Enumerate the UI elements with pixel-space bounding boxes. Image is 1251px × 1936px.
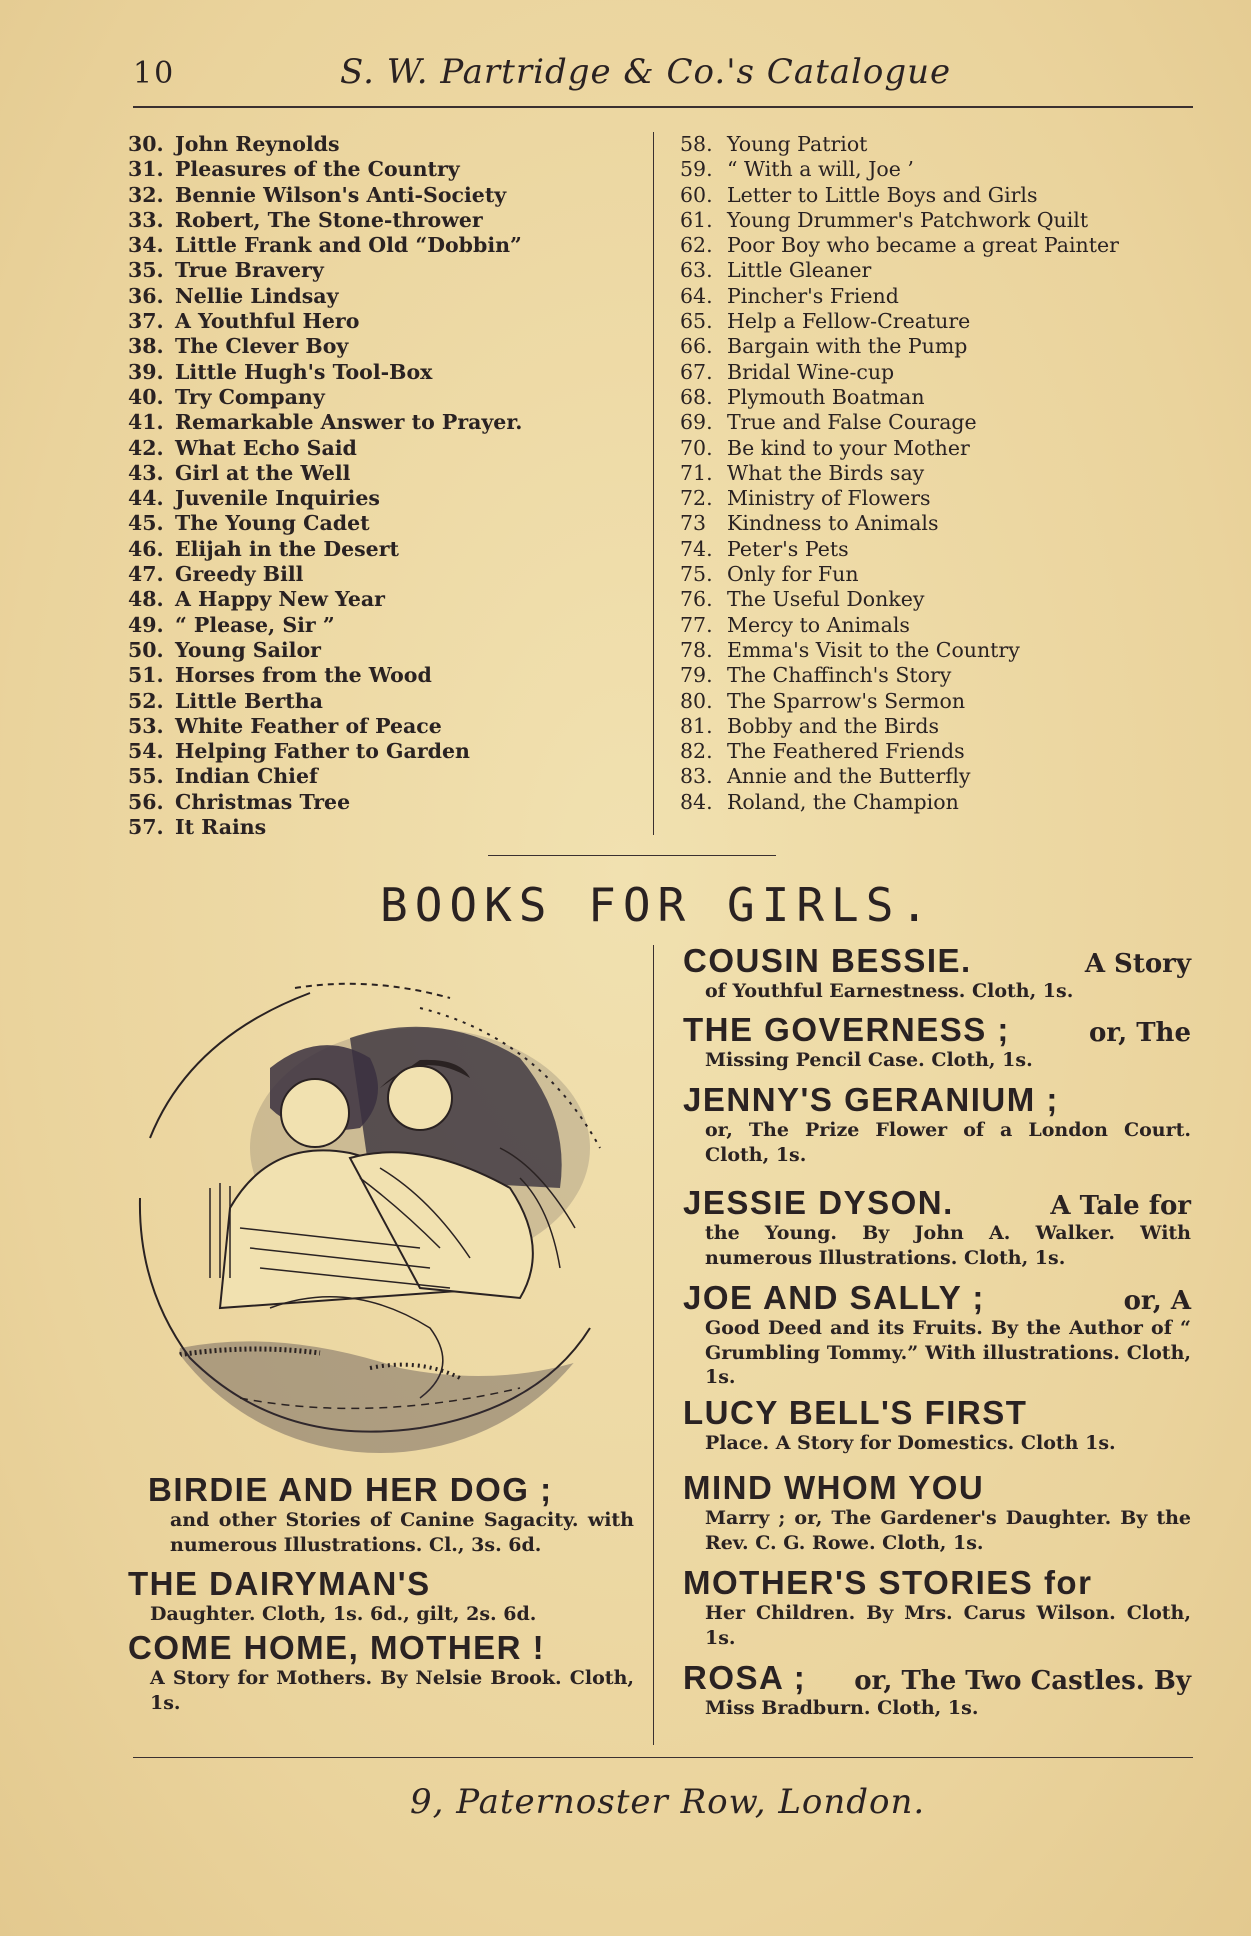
list-item-number: 68. — [680, 384, 713, 409]
book-title-continuation: or, A — [1123, 1286, 1191, 1316]
list-item-number: 55. — [128, 764, 164, 789]
list-item-title: Letter to Little Boys and Girls — [727, 182, 1038, 207]
list-item-number: 63. — [680, 258, 713, 283]
list-item-number: 77. — [680, 612, 713, 637]
list-item-title: Mercy to Animals — [727, 612, 910, 637]
list-item-title: Kindness to Animals — [727, 511, 939, 536]
list-item — [680, 764, 1119, 789]
book-entry — [683, 1660, 1191, 1721]
list-item-title: Bobby and the Birds — [727, 713, 939, 738]
list-item — [680, 613, 1119, 638]
list-item — [680, 208, 1119, 233]
list-item — [128, 436, 522, 461]
list-item — [680, 334, 1119, 359]
list-item-number: 70. — [680, 435, 713, 460]
list-item — [680, 360, 1119, 385]
list-item-title: Robert, The Stone-thrower — [175, 207, 483, 232]
list-item — [128, 511, 522, 536]
list-item — [128, 613, 522, 638]
list-item-number: 82. — [680, 739, 713, 764]
book-title: JENNY'S GERANIUM ; — [683, 1081, 1059, 1118]
book-description: and other Stories of Canine Sagacity. with numerous Illustrations. Cl., 3s. 6d. — [170, 1509, 634, 1556]
list-item-number: 60. — [680, 182, 713, 207]
list-item-title: Only for Fun — [727, 562, 859, 587]
list-item-number: 74. — [680, 536, 713, 561]
list-item-title: Elijah in the Desert — [175, 536, 399, 561]
list-item — [128, 562, 522, 587]
list-item-number: 40. — [128, 384, 164, 409]
list-item — [128, 790, 522, 815]
book-entry — [683, 1012, 1191, 1073]
list-item-title: Bargain with the Pump — [727, 334, 968, 359]
list-item-title: A Happy New Year — [175, 587, 385, 612]
book-title: MIND WHOM YOU — [683, 1469, 985, 1506]
list-item-title: The Sparrow's Sermon — [727, 688, 966, 713]
page-number: 10 — [133, 56, 176, 91]
list-item-number: 46. — [128, 536, 164, 561]
running-title: S. W. Partridge & Co.'s Catalogue — [340, 52, 952, 92]
list-item — [128, 233, 522, 258]
book-description: Good Deed and its Fruits. By the Author of “ Grumbling Tommy.” With illustrations. Cloth, 1s. — [705, 1317, 1191, 1388]
list-item-number: 81. — [680, 713, 713, 738]
list-item-number: 43. — [128, 460, 164, 485]
list-item-number: 53. — [128, 713, 164, 738]
list-item-number: 44. — [128, 486, 164, 511]
list-item — [680, 132, 1119, 157]
list-item — [680, 436, 1119, 461]
list-item-title: Pleasures of the Country — [175, 157, 460, 182]
list-item-title: Be kind to your Mother — [727, 435, 970, 460]
list-item-number: 48. — [128, 587, 164, 612]
list-item-title: True and False Courage — [727, 410, 977, 435]
book-title: COME HOME, MOTHER ! — [128, 1629, 546, 1666]
list-item-title: Nellie Lindsay — [175, 283, 339, 308]
list-item-title: Annie and the Butterfly — [727, 764, 971, 789]
book-entry — [683, 1082, 1191, 1167]
list-item — [680, 562, 1119, 587]
list-item — [128, 132, 522, 157]
book-entry — [683, 1565, 1191, 1650]
list-item-title: Young Sailor — [175, 637, 321, 662]
book-entry — [128, 1566, 634, 1627]
list-item — [680, 233, 1119, 258]
book-entry — [683, 1395, 1191, 1456]
list-item-number: 54. — [128, 739, 164, 764]
list-item-title: It Rains — [175, 815, 267, 840]
list-item — [128, 157, 522, 182]
list-item-number: 59. — [680, 157, 713, 182]
list-item — [680, 689, 1119, 714]
list-item-title: Roland, the Champion — [727, 789, 959, 814]
list-item-title: Greedy Bill — [175, 562, 304, 587]
list-item-title: Try Company — [175, 384, 325, 409]
list-item — [128, 587, 522, 612]
list-item-number: 84. — [680, 789, 713, 814]
book-title: THE GOVERNESS ; — [683, 1011, 1010, 1048]
list-item-title: Emma's Visit to the Country — [727, 637, 1020, 662]
book-title: COUSIN BESSIE. — [683, 942, 972, 979]
list-item-title: Juvenile Inquiries — [175, 486, 380, 511]
list-item-title: Horses from the Wood — [175, 663, 432, 688]
list-item — [680, 587, 1119, 612]
book-description: Missing Pencil Case. Cloth, 1s. — [705, 1049, 1033, 1071]
list-item-title: Poor Boy who became a great Painter — [727, 233, 1119, 258]
list-item-number: 75. — [680, 562, 713, 587]
list-item-number: 45. — [128, 511, 164, 536]
list-item-number: 76. — [680, 587, 713, 612]
book-title: MOTHER'S STORIES for — [683, 1564, 1093, 1601]
book-description: of Youthful Earnestness. Cloth, 1s. — [705, 980, 1074, 1002]
list-item — [680, 790, 1119, 815]
book-entry — [128, 1630, 634, 1715]
list-item-number: 61. — [680, 207, 713, 232]
list-item — [128, 537, 522, 562]
book-entry — [683, 1185, 1191, 1270]
book-description: Daughter. Cloth, 1s. 6d., gilt, 2s. 6d. — [150, 1603, 537, 1625]
list-item-number: 34. — [128, 233, 164, 258]
list-item-number: 36. — [128, 283, 164, 308]
book-title-continuation: A Tale for — [1050, 1191, 1191, 1221]
list-item — [128, 208, 522, 233]
list-item-title: Helping Father to Garden — [175, 739, 470, 764]
list-item-title: Little Bertha — [175, 688, 323, 713]
list-item-number: 50. — [128, 637, 164, 662]
list-item-title: True Bravery — [175, 258, 324, 283]
list-item — [680, 714, 1119, 739]
footer-rule — [133, 1757, 1193, 1758]
list-item-title: Pincher's Friend — [727, 283, 899, 308]
list-item-number: 41. — [128, 410, 164, 435]
list-item-title: What Echo Said — [175, 435, 357, 460]
list-item-number: 69. — [680, 410, 713, 435]
list-item-number: 51. — [128, 663, 164, 688]
list-item — [680, 183, 1119, 208]
list-item — [128, 815, 522, 840]
book-description: A Story for Mothers. By Nelsie Brook. Cloth, 1s. — [150, 1667, 634, 1714]
list-item-title: Little Frank and Old “Dobbin” — [175, 233, 522, 258]
list-item-number: 33. — [128, 207, 164, 232]
column-divider-girls — [653, 945, 654, 1745]
book-description: the Young. By John A. Walker. With numerous Illustrations. Cloth, 1s. — [705, 1222, 1191, 1269]
book-description: Marry ; or, The Gardener's Daughter. By the Rev. C. G. Rowe. Cloth, 1s. — [705, 1507, 1191, 1554]
list-item-number: 30. — [128, 132, 164, 156]
book-description: Miss Bradburn. Cloth, 1s. — [705, 1697, 979, 1719]
list-item — [680, 486, 1119, 511]
list-item-number: 65. — [680, 309, 713, 334]
book-entry — [683, 1280, 1191, 1390]
list-item — [128, 638, 522, 663]
list-item — [680, 511, 1119, 536]
list-item-number: 38. — [128, 334, 164, 359]
list-item-title: Ministry of Flowers — [727, 486, 931, 511]
book-title: JOE AND SALLY ; — [683, 1279, 985, 1316]
book-entry — [683, 943, 1191, 1004]
list-item — [680, 537, 1119, 562]
list-item-title: Remarkable Answer to Prayer. — [175, 410, 523, 435]
list-item-number: 71. — [680, 460, 713, 485]
list-item-number: 58. — [680, 132, 713, 156]
list-item — [680, 309, 1119, 334]
list-item — [128, 461, 522, 486]
list-item-title: Help a Fellow-Creature — [727, 309, 971, 334]
list-item — [680, 157, 1119, 182]
list-item — [128, 360, 522, 385]
list-item — [680, 410, 1119, 435]
list-item-number: 57. — [128, 815, 164, 840]
list-item-number: 83. — [680, 764, 713, 789]
list-item-number: 32. — [128, 182, 164, 207]
list-item-title: The Clever Boy — [175, 334, 349, 359]
list-item — [680, 739, 1119, 764]
list-item-title: John Reynolds — [175, 132, 340, 156]
list-item — [680, 663, 1119, 688]
section-rule — [488, 855, 776, 856]
list-item — [128, 689, 522, 714]
list-item-title: A Youthful Hero — [175, 309, 360, 334]
list-item-title: The Feathered Friends — [727, 739, 965, 764]
book-entry — [148, 1472, 634, 1557]
book-description: or, The Prize Flower of a London Court. Cloth, 1s. — [705, 1119, 1191, 1166]
book-title: ROSA ; — [683, 1659, 807, 1696]
list-item-title: Girl at the Well — [175, 460, 351, 485]
list-item-title: Bridal Wine-cup — [727, 359, 895, 384]
list-item — [128, 183, 522, 208]
list-item-title: Bennie Wilson's Anti-Society — [175, 182, 507, 207]
list-item-number: 31. — [128, 157, 164, 182]
list-item-title: Christmas Tree — [175, 789, 351, 814]
list-item-number: 79. — [680, 663, 713, 688]
list-item-number: 62. — [680, 233, 713, 258]
list-item — [680, 385, 1119, 410]
header-rule — [133, 106, 1193, 108]
list-item-number: 37. — [128, 309, 164, 334]
list-item — [128, 385, 522, 410]
list-item-number: 78. — [680, 637, 713, 662]
list-item — [128, 764, 522, 789]
page-header — [0, 52, 1251, 102]
list-item — [680, 638, 1119, 663]
list-item — [680, 258, 1119, 283]
list-item-title: Little Hugh's Tool-Box — [175, 359, 433, 384]
list-item — [128, 309, 522, 334]
list-item-title: Plymouth Boatman — [727, 384, 925, 409]
list-item-title: What the Birds say — [727, 460, 925, 485]
numbered-list-right — [680, 132, 1119, 815]
list-item-number: 72. — [680, 486, 713, 511]
list-item-number: 47. — [128, 562, 164, 587]
list-item-number: 39. — [128, 359, 164, 384]
list-item-number: 80. — [680, 688, 713, 713]
list-item-title: White Feather of Peace — [175, 713, 442, 738]
book-description: Place. A Story for Domestics. Cloth 1s. — [705, 1432, 1116, 1454]
list-item-title: “ Please, Sir ” — [175, 612, 335, 637]
list-item-title: Young Patriot — [727, 132, 868, 156]
list-item-title: Little Gleaner — [727, 258, 872, 283]
list-item — [128, 486, 522, 511]
numbered-list-left — [128, 132, 522, 840]
list-item-number: 56. — [128, 789, 164, 814]
list-item-title: Young Drummer's Patchwork Quilt — [727, 207, 1089, 232]
list-item — [128, 284, 522, 309]
list-item — [680, 284, 1119, 309]
list-item — [128, 663, 522, 688]
engraving-illustration — [120, 948, 640, 1468]
list-item-title: “ With a will, Joe ’ — [727, 157, 914, 182]
list-item-number: 42. — [128, 435, 164, 460]
list-item-number: 73 — [680, 511, 707, 536]
list-item-number: 35. — [128, 258, 164, 283]
book-title-continuation: or, The — [1088, 1018, 1191, 1048]
book-title: JESSIE DYSON. — [683, 1184, 954, 1221]
list-item-title: Indian Chief — [175, 764, 318, 789]
list-item — [128, 714, 522, 739]
list-item — [128, 258, 522, 283]
book-title: BIRDIE AND HER DOG ; — [148, 1471, 553, 1508]
list-item-number: 64. — [680, 283, 713, 308]
book-entry — [683, 1470, 1191, 1555]
list-item-number: 67. — [680, 359, 713, 384]
book-description: Her Children. By Mrs. Carus Wilson. Cloth, 1s. — [705, 1602, 1191, 1649]
list-item — [680, 461, 1119, 486]
book-title-continuation: or, The Two Castles. By — [854, 1666, 1191, 1696]
list-item — [128, 410, 522, 435]
list-item-title: The Chaffinch's Story — [727, 663, 952, 688]
footer-address: 9, Paternoster Row, London. — [410, 1782, 926, 1822]
list-item-number: 66. — [680, 334, 713, 359]
list-item-title: Peter's Pets — [727, 536, 849, 561]
list-item-number: 49. — [128, 612, 164, 637]
column-divider — [653, 132, 654, 835]
book-title: THE DAIRYMAN'S — [128, 1565, 431, 1602]
book-title: LUCY BELL'S FIRST — [683, 1394, 1028, 1431]
list-item — [128, 739, 522, 764]
list-item-number: 52. — [128, 688, 164, 713]
list-item-title: The Useful Donkey — [727, 587, 925, 612]
list-item — [128, 334, 522, 359]
list-item-title: The Young Cadet — [175, 511, 370, 536]
book-title-continuation: A Story — [1084, 949, 1191, 979]
section-heading: BOOKS FOR GIRLS. — [380, 878, 936, 932]
